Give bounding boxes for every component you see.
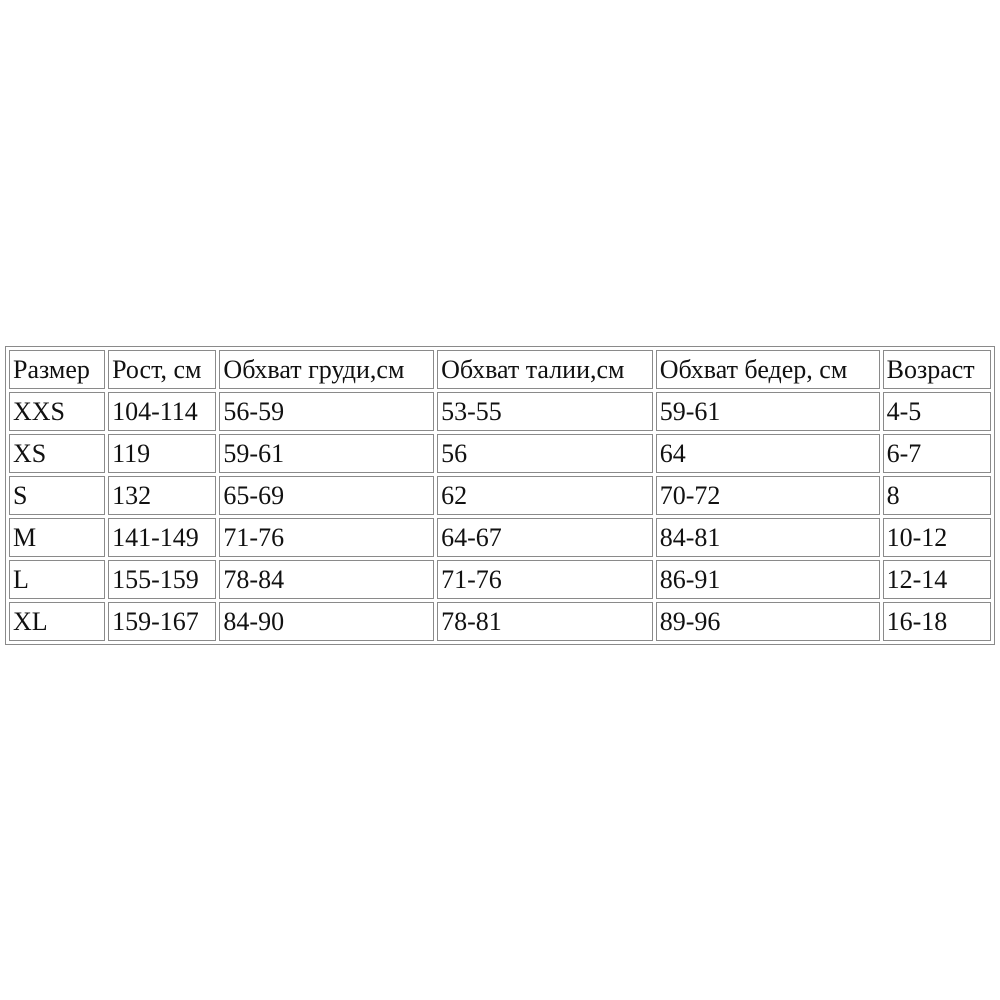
cell-waist: 64-67	[437, 518, 653, 557]
cell-chest: 59-61	[219, 434, 434, 473]
cell-hips: 84-81	[656, 518, 880, 557]
cell-size: M	[9, 518, 105, 557]
cell-height: 132	[108, 476, 216, 515]
table-row	[9, 602, 991, 641]
table-row	[9, 392, 991, 431]
cell-height: 159-167	[108, 602, 216, 641]
cell-waist: 62	[437, 476, 653, 515]
cell-height: 119	[108, 434, 216, 473]
header-waist: Обхват талии,см	[437, 350, 653, 389]
cell-waist: 71-76	[437, 560, 653, 599]
cell-size: XL	[9, 602, 105, 641]
cell-height: 155-159	[108, 560, 216, 599]
cell-chest: 56-59	[219, 392, 434, 431]
cell-age: 12-14	[883, 560, 991, 599]
cell-waist: 53-55	[437, 392, 653, 431]
cell-size: XS	[9, 434, 105, 473]
size-chart-table	[5, 346, 995, 645]
header-hips: Обхват бедер, см	[656, 350, 880, 389]
cell-height: 104-114	[108, 392, 216, 431]
cell-age: 8	[883, 476, 991, 515]
cell-hips: 59-61	[656, 392, 880, 431]
table-header-row	[9, 350, 991, 389]
header-chest: Обхват груди,см	[219, 350, 434, 389]
cell-chest: 78-84	[219, 560, 434, 599]
cell-age: 4-5	[883, 392, 991, 431]
cell-height: 141-149	[108, 518, 216, 557]
header-size: Размер	[9, 350, 105, 389]
header-height: Рост, см	[108, 350, 216, 389]
cell-age: 16-18	[883, 602, 991, 641]
cell-hips: 70-72	[656, 476, 880, 515]
cell-chest: 84-90	[219, 602, 434, 641]
cell-chest: 71-76	[219, 518, 434, 557]
table-row	[9, 476, 991, 515]
cell-size: L	[9, 560, 105, 599]
table-row	[9, 434, 991, 473]
table-row	[9, 518, 991, 557]
header-age: Возраст	[883, 350, 991, 389]
cell-age: 6-7	[883, 434, 991, 473]
cell-hips: 86-91	[656, 560, 880, 599]
cell-age: 10-12	[883, 518, 991, 557]
cell-size: S	[9, 476, 105, 515]
table-row	[9, 560, 991, 599]
cell-chest: 65-69	[219, 476, 434, 515]
cell-hips: 64	[656, 434, 880, 473]
cell-hips: 89-96	[656, 602, 880, 641]
cell-waist: 56	[437, 434, 653, 473]
cell-waist: 78-81	[437, 602, 653, 641]
cell-size: XXS	[9, 392, 105, 431]
